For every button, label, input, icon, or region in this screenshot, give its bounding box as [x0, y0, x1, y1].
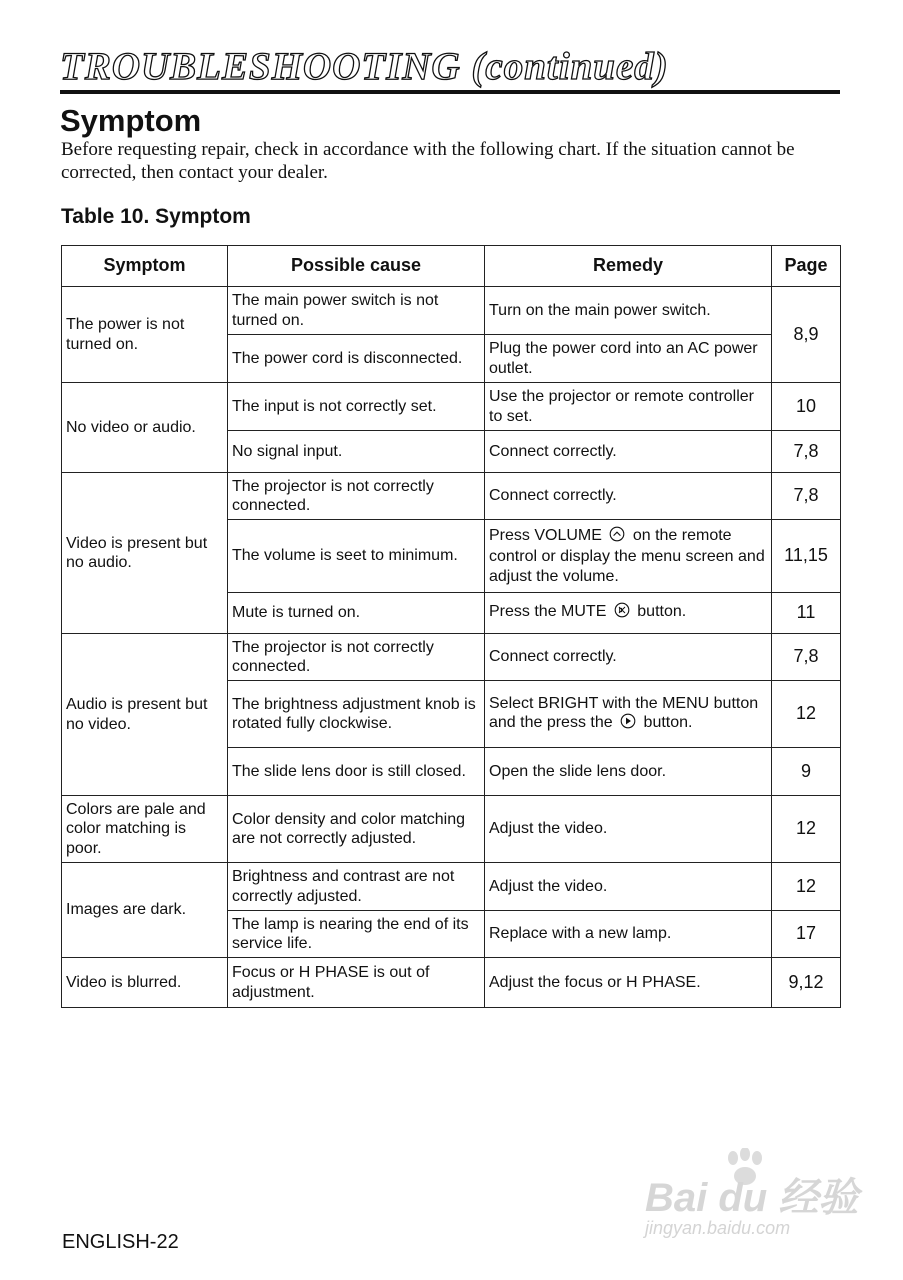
- cause-cell: The main power switch is not turned on.: [228, 287, 485, 335]
- page-cell: 12: [772, 681, 841, 748]
- page-cell: 11: [772, 593, 841, 634]
- remedy-cell: Connect correctly.: [485, 473, 772, 520]
- table-row: [62, 796, 841, 863]
- remedy-text-a: Press VOLUME: [489, 526, 602, 544]
- page-cell: 12: [772, 863, 841, 911]
- remedy-cell: Adjust the focus or H PHASE.: [485, 958, 772, 1008]
- page-cell: 9: [772, 748, 841, 796]
- watermark-brand: Bai du 经验: [645, 1176, 859, 1220]
- section-title: Symptom: [60, 103, 202, 138]
- header-symptom: Symptom: [62, 246, 228, 287]
- remedy-cell: [485, 520, 772, 593]
- remedy-cell: Use the projector or remote controller to set.: [485, 383, 772, 431]
- remedy-cell: Adjust the video.: [485, 863, 772, 911]
- symptom-table: [61, 245, 841, 1008]
- cause-cell: Color density and color matching are not correctly adjusted.: [228, 796, 485, 863]
- cause-cell: The projector is not correctly connected.: [228, 473, 485, 520]
- cause-cell: The lamp is nearing the end of its service life.: [228, 911, 485, 958]
- symptom-cell: Images are dark.: [62, 863, 228, 958]
- table-row: [62, 473, 841, 520]
- remedy-text-a: Press the MUTE: [489, 603, 607, 621]
- symptom-cell: Video is present but no audio.: [62, 473, 228, 634]
- symptom-cell: The power is not turned on.: [62, 287, 228, 383]
- page-number: ENGLISH-22: [62, 1231, 179, 1253]
- volume-button-icon: [609, 526, 625, 548]
- header-cause: Possible cause: [228, 246, 485, 287]
- remedy-text-b: button.: [637, 603, 687, 621]
- right-arrow-button-icon: [620, 713, 636, 735]
- table-row: [62, 383, 841, 431]
- cause-cell: Focus or H PHASE is out of adjustment.: [228, 958, 485, 1008]
- header-remedy: Remedy: [485, 246, 772, 287]
- cause-cell: The power cord is disconnected.: [228, 335, 485, 383]
- remedy-cell: Plug the power cord into an AC power outlet.: [485, 335, 772, 383]
- remedy-text-b: on the remote control or display the menu screen and adjust the volume.: [489, 526, 765, 585]
- cause-cell: The brightness adjustment knob is rotated fully clockwise.: [228, 681, 485, 748]
- table-row: [62, 287, 841, 335]
- page-cell: 12: [772, 796, 841, 863]
- remedy-text-b: button.: [643, 714, 693, 731]
- cause-cell: Mute is turned on.: [228, 593, 485, 634]
- symptom-cell: Audio is present but no video.: [62, 634, 228, 796]
- header-page: Page: [772, 246, 841, 287]
- remedy-cell: [485, 593, 772, 634]
- page-cell: 7,8: [772, 473, 841, 520]
- header-rule: [60, 90, 840, 94]
- table-caption: Table 10. Symptom: [61, 205, 251, 228]
- remedy-cell: Connect correctly.: [485, 431, 772, 473]
- symptom-cell: Video is blurred.: [62, 958, 228, 1008]
- symptom-cell: Colors are pale and color matching is poor.: [62, 796, 228, 863]
- remedy-cell: Turn on the main power switch.: [485, 287, 772, 335]
- cause-cell: Brightness and contrast are not correctly adjusted.: [228, 863, 485, 911]
- baidu-watermark: [645, 1148, 859, 1244]
- cause-cell: The volume is seet to minimum.: [228, 520, 485, 593]
- cause-cell: The input is not correctly set.: [228, 383, 485, 431]
- page-cell: 11,15: [772, 520, 841, 593]
- remedy-cell: Open the slide lens door.: [485, 748, 772, 796]
- remedy-cell: Replace with a new lamp.: [485, 911, 772, 958]
- remedy-cell: [485, 681, 772, 748]
- cause-cell: The slide lens door is still closed.: [228, 748, 485, 796]
- cause-cell: No signal input.: [228, 431, 485, 473]
- intro-paragraph: Before requesting repair, check in accordance with the following chart. If the situation cannot be corrected, then contact your dealer.: [61, 139, 795, 183]
- mute-button-icon: [614, 602, 630, 624]
- watermark-url: jingyan.baidu.com: [645, 1218, 791, 1238]
- cause-cell: The projector is not correctly connected.: [228, 634, 485, 681]
- page-cell: 7,8: [772, 431, 841, 473]
- table-row: [62, 958, 841, 1008]
- table-header-row: [62, 246, 841, 287]
- remedy-cell: Connect correctly.: [485, 634, 772, 681]
- table-row: [62, 863, 841, 911]
- page-cell: 9,12: [772, 958, 841, 1008]
- page-cell: 17: [772, 911, 841, 958]
- page-cell: 7,8: [772, 634, 841, 681]
- remedy-text-a: Select BRIGHT with the MENU button and the press the: [489, 694, 759, 731]
- page-header-title: TROUBLESHOOTING (continued): [60, 45, 669, 88]
- page-cell: 10: [772, 383, 841, 431]
- page-cell: 8,9: [772, 287, 841, 383]
- symptom-cell: No video or audio.: [62, 383, 228, 473]
- table-row: [62, 634, 841, 681]
- remedy-cell: Adjust the video.: [485, 796, 772, 863]
